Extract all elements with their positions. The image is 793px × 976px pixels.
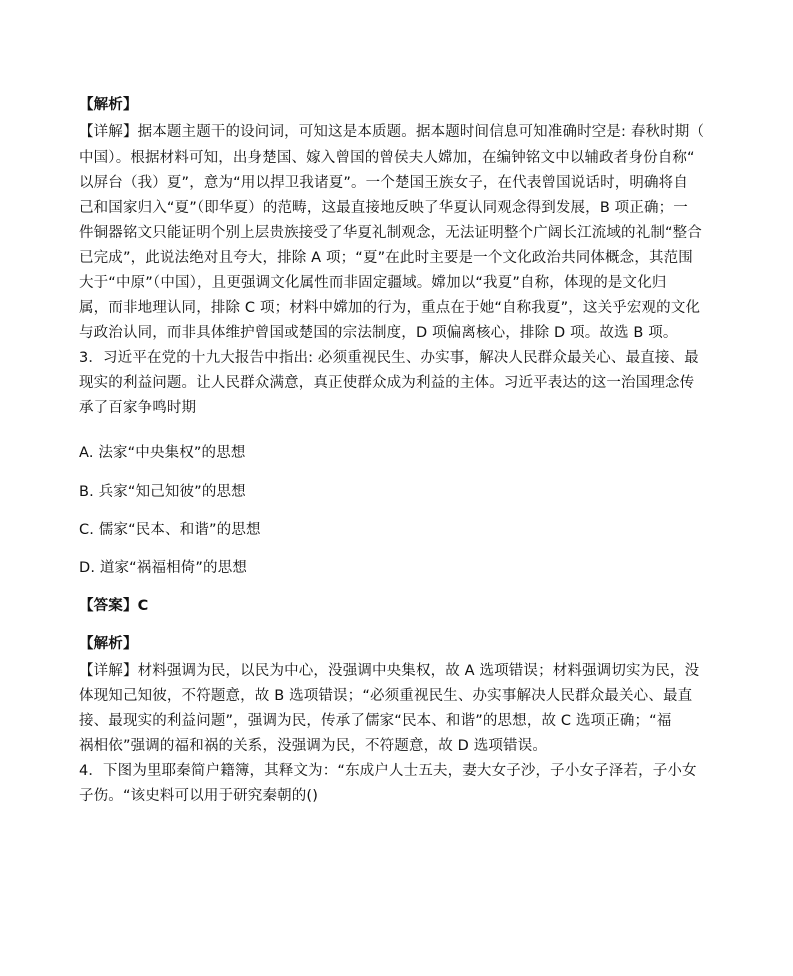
- option-d: D. 道家“祸福相倚”的思想: [79, 560, 248, 576]
- detail-line: 【详解】据本题主题干的设问词，可知这是本质题。据本题时间信息可知准确时空是: 春秋时期（: [79, 124, 705, 140]
- detail-line: 大于“中原”（中国），且更强调文化属性而非固定疆域。嫦加以“我夏”自称，体现的是文化归: [79, 275, 667, 291]
- detail-line: 体现知己知彼，不符题意，故 B 选项错误；“必须重视民生、办实事解决人民群众最关心、最直: [79, 688, 693, 704]
- question-stem: 4．下图为里耶秦简户籍簿，其释文为：“东成户人士五夫，妻大女子沙，子小女子泽若，子小女: [79, 763, 697, 779]
- question-stem: 现实的利益问题。让人民群众满意，真正使群众成为利益的主体。习近平表达的这一治国理念传: [79, 375, 695, 391]
- answer-line: 【答案】C: [79, 598, 149, 614]
- analysis-heading: 【解析】: [79, 97, 138, 113]
- option-a: A. 法家“中央集权”的思想: [79, 445, 246, 461]
- detail-line: 属，而非地理认同，排除 C 项；材料中嫦加的行为，重点在于她“自称我夏”，这关乎宏观的文化: [79, 300, 701, 316]
- detail-line: 已完成”，此说法绝对且夸大，排除 A 项；“夏”在此时主要是一个文化政治共同体概念，其范围: [79, 250, 693, 266]
- question-stem: 子伤。“该史料可以用于研究秦朝的(): [79, 788, 319, 804]
- detail-line: 件铜器铭文只能证明个别上层贵族接受了华夏礼制观念，无法证明整个广阔长江流域的礼制“整合: [79, 225, 702, 241]
- detail-line: 以屏台（我）夏”，意为“用以捍卫我诸夏”。一个楚国王族女子，在代表曾国说话时，明确将自: [79, 175, 688, 191]
- option-b: B. 兵家“知己知彼”的思想: [79, 484, 246, 500]
- analysis-heading: 【解析】: [79, 636, 138, 652]
- detail-line: 中国）。根据材料可知，出身楚国、嫁入曾国的曾侯夫人嫦加，在编钟铭文中以辅政者身份自称“: [79, 150, 695, 166]
- question-stem: 3．习近平在党的十九大报告中指出: 必须重视民生、办实事，解决人民群众最关心、最直接、最: [79, 350, 699, 366]
- detail-line: 祸相依”强调的福和祸的关系，没强调为民，不符题意，故 D 选项错误。: [79, 738, 547, 754]
- detail-line: 【详解】材料强调为民，以民为中心，没强调中央集权，故 A 选项错误；材料强调切实为民，没: [79, 663, 700, 679]
- question-stem: 承了百家争鸣时期: [79, 400, 197, 416]
- detail-line: 己和国家归入“夏”（即华夏）的范畴，这最直接地反映了华夏认同观念得到发展，B 项正确；一: [79, 200, 688, 216]
- detail-line: 与政治认同，而非具体维护曾国或楚国的宗法制度，D 项偏离核心，排除 D 项。故选 B 项。: [79, 325, 678, 341]
- detail-line: 接、最现实的利益问题”，强调为民，传承了儒家“民本、和谐”的思想，故 C 选项正确；“福: [79, 713, 672, 729]
- option-c: C. 儒家“民本、和谐”的思想: [79, 522, 261, 538]
